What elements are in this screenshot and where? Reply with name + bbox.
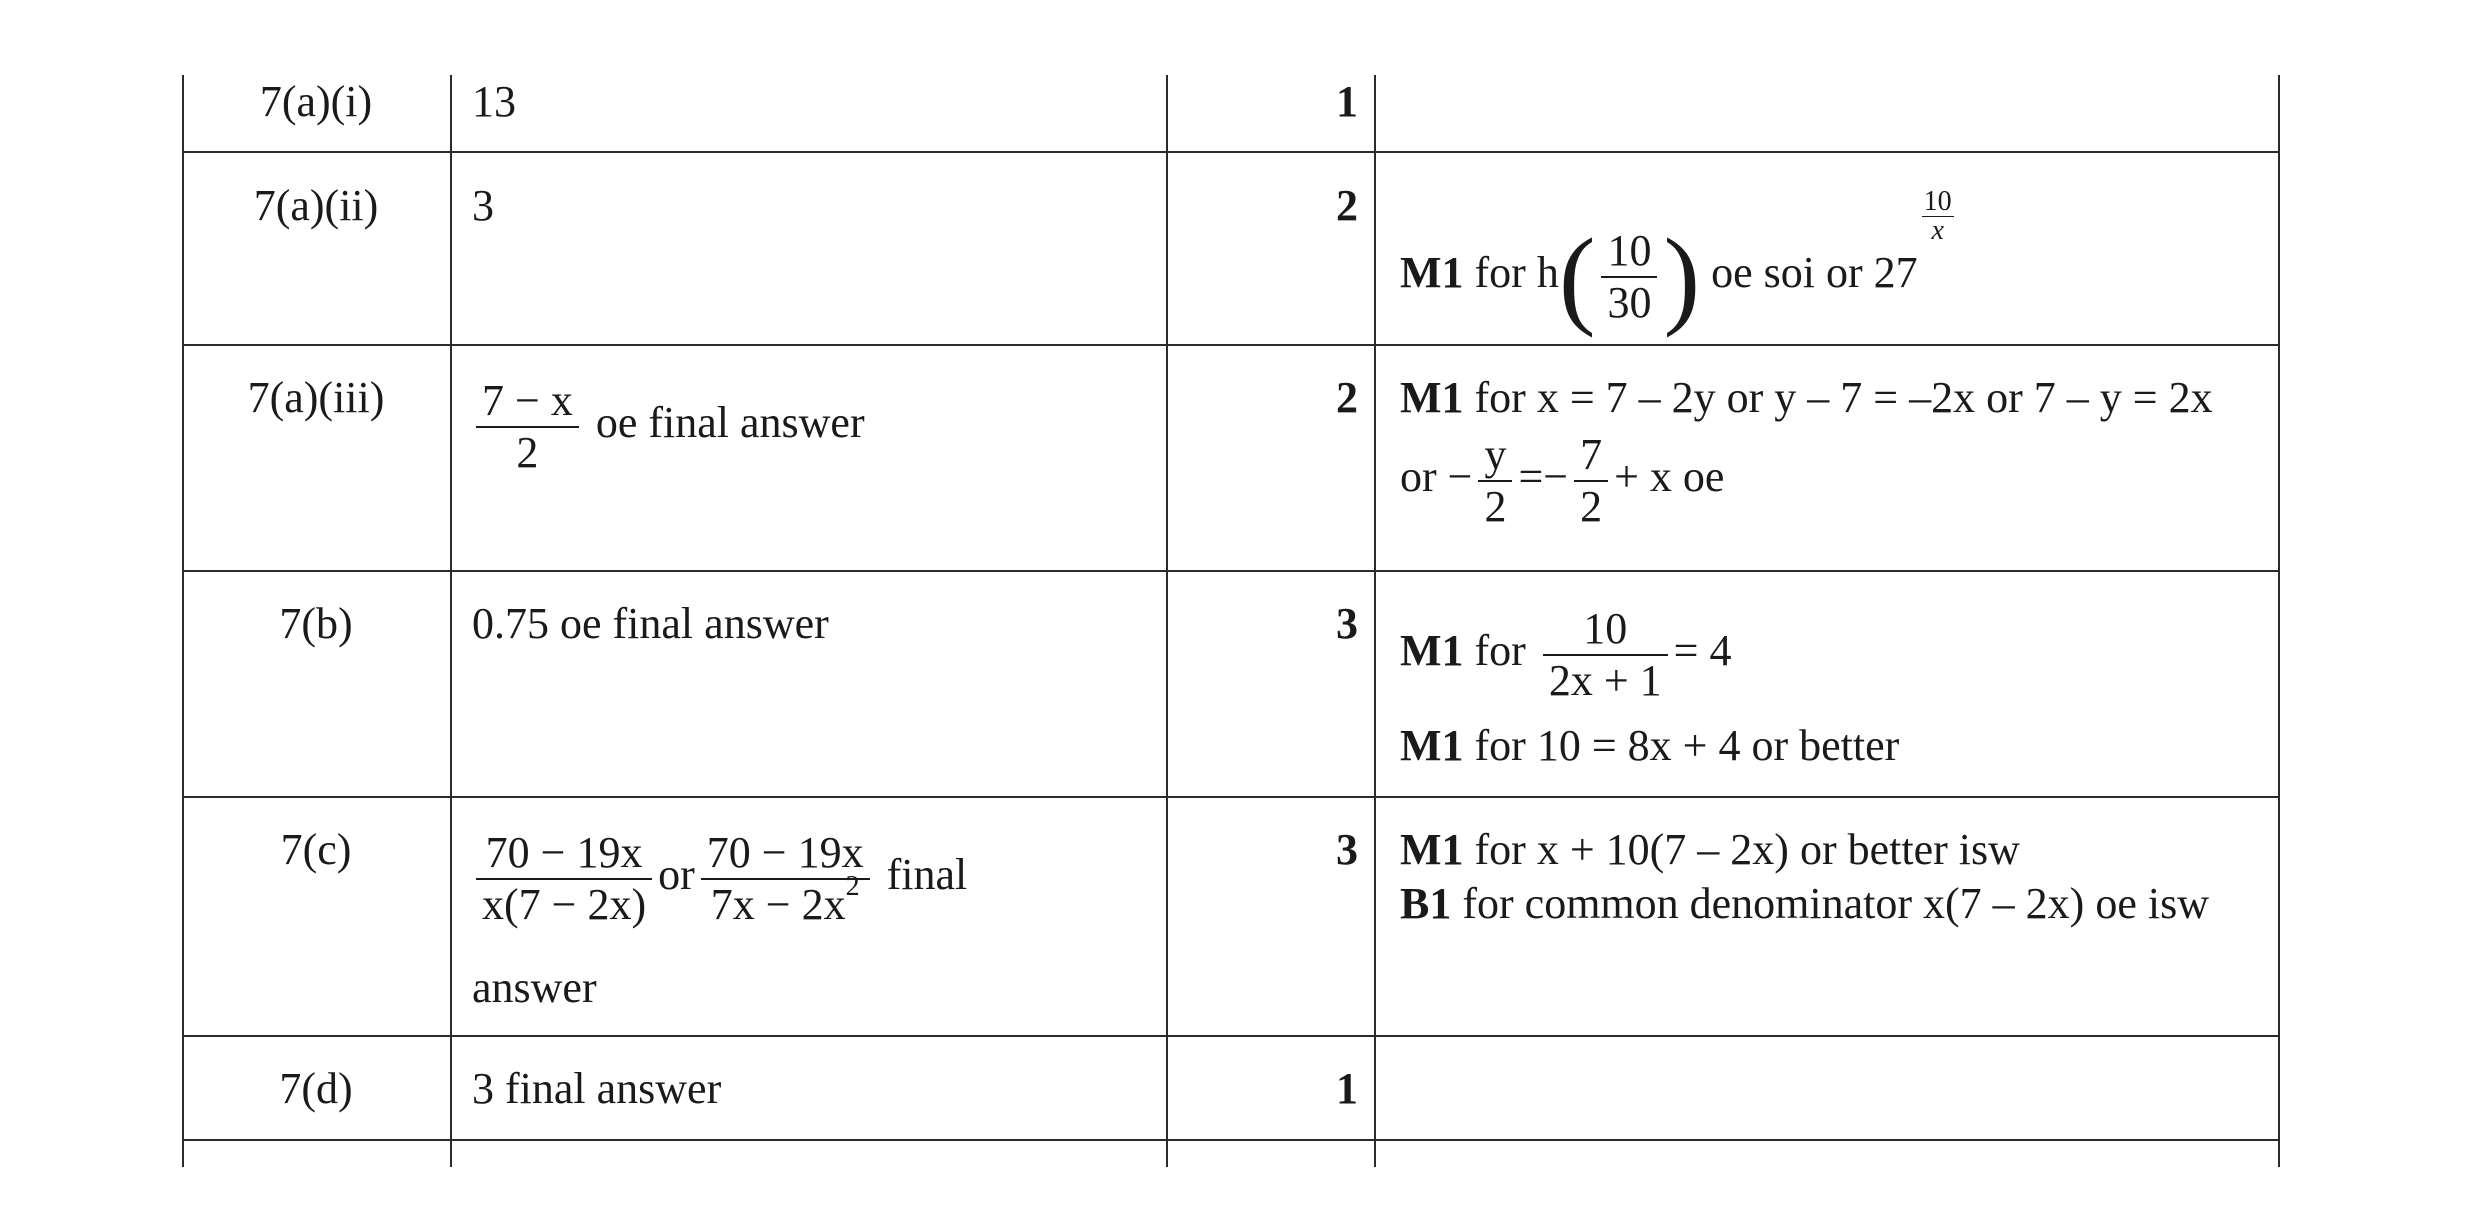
fraction-denominator: 2 [1484,482,1507,531]
fraction-numerator: 10 [1601,226,1657,278]
row-divider [182,151,2280,153]
fraction [1601,226,1657,328]
fraction-numerator: 7 − x [476,376,579,428]
question-number: 7(a)(iii) [247,373,385,422]
guidance-text: for x + 10(7 – 2x) or better isw [1463,825,2020,874]
fraction-numerator: 70 − 19x [476,828,652,880]
guidance-text: or − [1400,452,1473,502]
question-number: 7(a)(ii) [253,181,379,230]
left-paren-icon: ( [1558,215,1596,338]
guidance-note-continued [1400,720,1899,772]
fraction-numerator: y [1478,430,1512,482]
answer-text: 0.75 oe final answer [472,599,829,648]
exponent-numerator: 10 [1923,186,1952,217]
table-border-right [2278,75,2280,1167]
fraction [701,828,870,930]
answer-suffix: oe final answer [584,398,865,448]
guidance-note [1400,372,2213,424]
row-divider [182,570,2280,572]
answer-text: 3 [472,181,494,230]
guidance-text: for h [1463,248,1559,297]
answer-suffix: final [875,850,968,900]
guidance-note-continued [1400,878,2209,930]
fraction [1543,604,1668,706]
guidance-text: =− [1518,452,1569,502]
fraction-denominator: 2 [1580,482,1603,531]
guidance-note-continued [1400,430,1724,532]
mark-code: M1 [1400,373,1464,422]
fraction [1478,430,1512,532]
fraction-denominator: 30 [1607,277,1652,327]
marks-value: 2 [1336,181,1358,230]
fraction-denominator: 2 [516,428,539,477]
right-paren-icon: ) [1663,215,1701,338]
answer-suffix-continued: answer [472,963,597,1012]
row-divider [182,1035,2280,1037]
marks-value: 2 [1336,373,1358,422]
table-divider-answer [450,75,452,1167]
guidance-text: for 10 = 8x + 4 or better [1463,721,1900,770]
fraction-denominator: 2x + 1 [1548,656,1662,705]
row-divider [182,1139,2280,1141]
marks-value: 1 [1336,1064,1358,1113]
mark-code: M1 [1400,248,1464,297]
guidance-note [1400,824,2020,876]
question-number: 7(c) [280,825,352,874]
fraction-numerator: 10 [1543,604,1668,656]
mark-code: M1 [1400,626,1464,676]
fraction-numerator: 7 [1574,430,1608,482]
exponent-denominator: x [1931,215,1944,246]
fraction-denominator: x(7 − 2x) [482,880,647,929]
marks-value: 1 [1336,77,1358,126]
marks-value: 3 [1336,599,1358,648]
marks-value: 3 [1336,825,1358,874]
guidance-note [1400,186,1954,338]
answer-connector: or [658,850,695,900]
fraction [476,828,652,930]
fraction [1574,430,1608,532]
row-divider [182,796,2280,798]
question-number: 7(d) [279,1064,353,1113]
table-divider-guidance [1374,75,1376,1167]
power-base: 27 [1873,248,1918,297]
fraction-denominator [701,871,870,930]
fraction-numerator: 70 − 19x [701,828,870,880]
question-number: 7(b) [279,599,353,648]
denominator-text: 7x − 2x [710,880,846,929]
guidance-text: + x oe [1614,452,1725,502]
answer-expression [476,828,967,930]
mark-code: M1 [1400,825,1464,874]
mark-code: M1 [1400,721,1464,770]
mark-code: B1 [1400,879,1452,928]
answer-expression [476,376,865,478]
guidance-text: oe soi or [1700,248,1874,297]
guidance-text: for [1463,626,1537,676]
row-divider [182,344,2280,346]
guidance-text: = 4 [1673,626,1732,676]
exponent-fraction [1922,188,1954,245]
question-number: 7(a)(i) [259,77,373,126]
fraction [476,376,579,478]
guidance-text: for x = 7 – 2y or y – 7 = –2x or 7 – y = 2x [1463,373,2213,422]
answer-text: 13 [472,77,516,126]
exponent: 2 [845,871,860,902]
table-divider-marks [1166,75,1168,1167]
guidance-note [1400,604,1732,706]
guidance-text: for common denominator x(7 – 2x) oe isw [1451,879,2209,928]
answer-text: 3 final answer [472,1064,722,1113]
